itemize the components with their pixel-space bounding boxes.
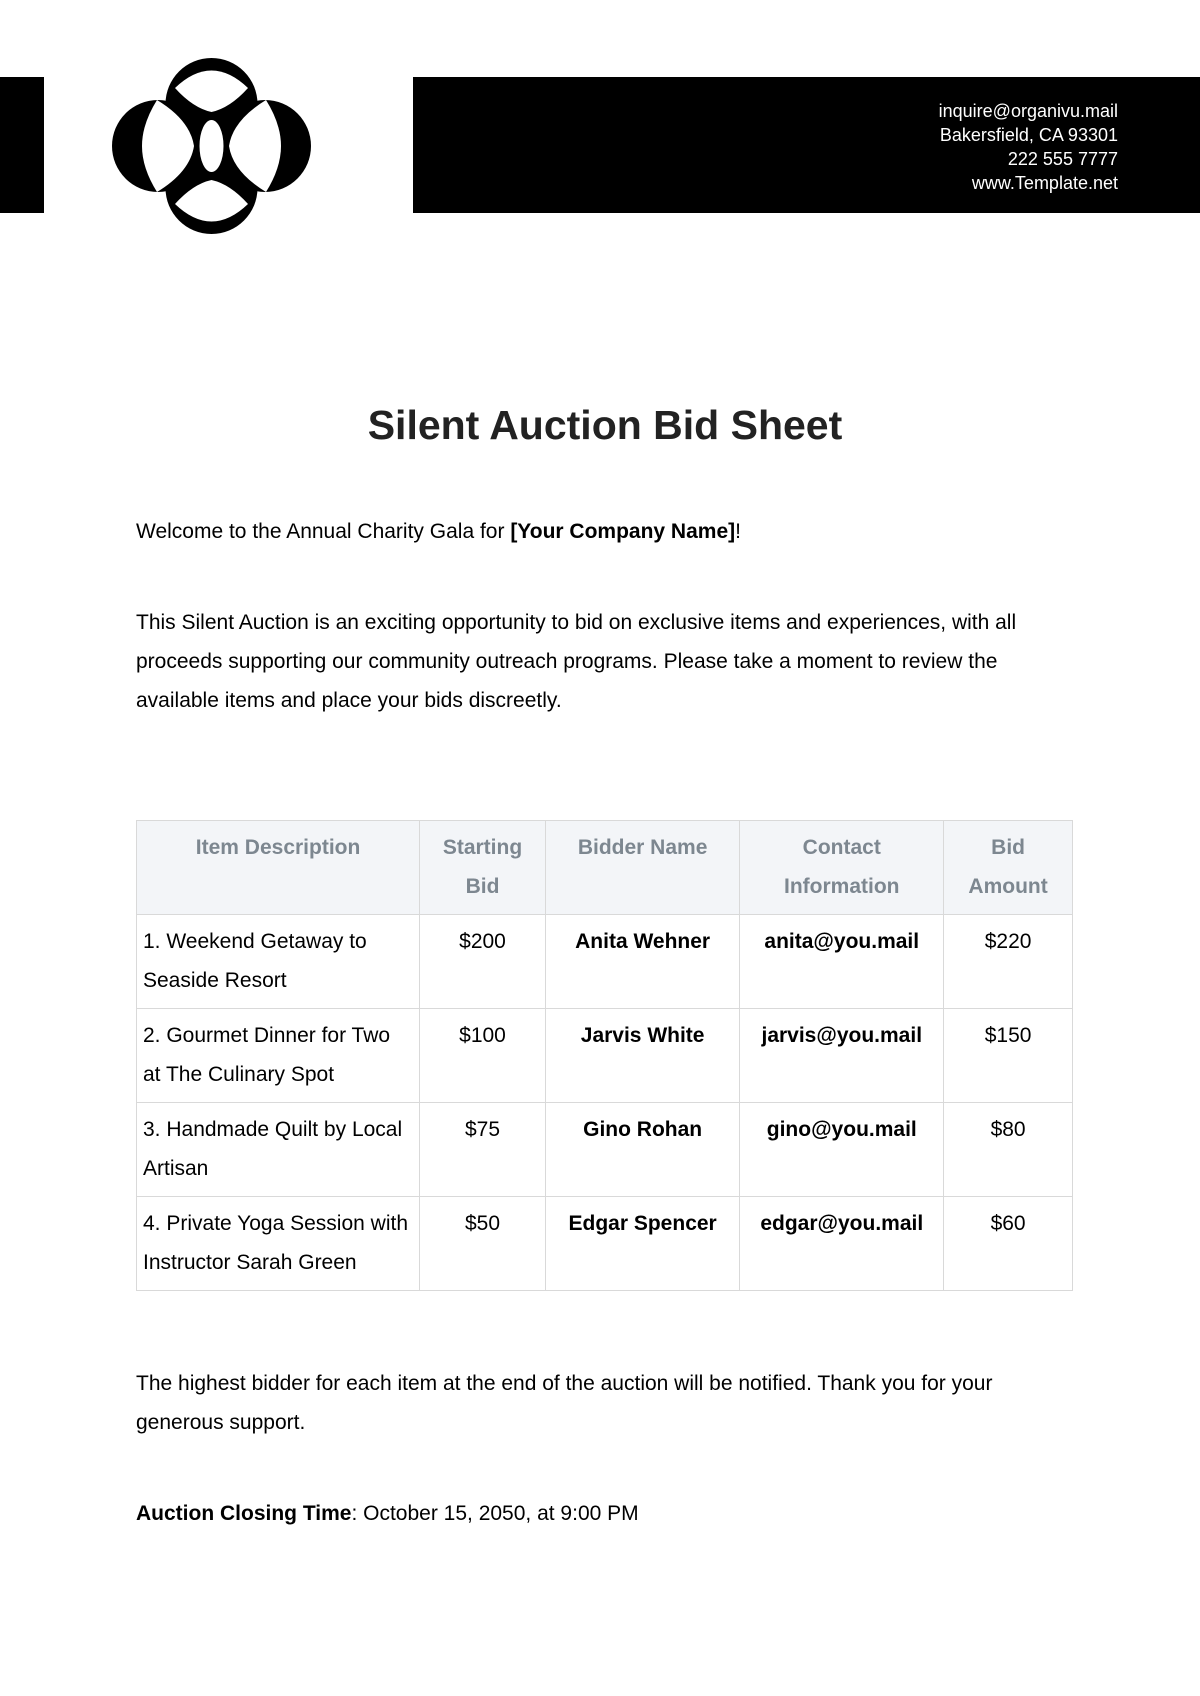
starting-bid-cell: $200 — [420, 915, 546, 1009]
closing-time-paragraph — [136, 1494, 1076, 1533]
company-name-placeholder: [Your Company Name] — [510, 520, 736, 543]
left-accent-bar — [0, 77, 44, 213]
closing-time-value: : October 15, 2050, at 9:00 PM — [351, 1502, 639, 1525]
starting-bid-cell: $75 — [420, 1103, 546, 1197]
header-item-description: Item Description — [137, 821, 420, 915]
welcome-suffix: ! — [735, 520, 741, 543]
intro-paragraph: This Silent Auction is an exciting opportunity to bid on exclusive items and experiences, with all proceeds supporting our community outreach programs. Please take a moment to review the available items and place your bids discreetly. — [136, 611, 1017, 712]
table-row — [137, 1197, 1073, 1291]
bidder-name-cell: Anita Wehner — [545, 915, 739, 1009]
bid-amount-cell: $150 — [944, 1009, 1073, 1103]
starting-bid-cell: $100 — [420, 1009, 546, 1103]
contact-phone: 222 555 7777 — [1007, 149, 1118, 169]
contact-block — [939, 99, 1118, 195]
closing-note-paragraph: The highest bidder for each item at the end of the auction will be notified. Thank you for your generous support. — [136, 1372, 993, 1434]
contact-email: inquire@organivu.mail — [938, 101, 1118, 121]
welcome-prefix: Welcome to the Annual Charity Gala for — [136, 520, 511, 543]
header-bid-amount: Bid Amount — [944, 821, 1073, 915]
bid-table — [136, 820, 1073, 1291]
contact-address: Bakersfield, CA 93301 — [939, 125, 1118, 145]
bidder-name-cell: Jarvis White — [545, 1009, 739, 1103]
header-bidder-name: Bidder Name — [545, 821, 739, 915]
header-starting-bid: Starting Bid — [420, 821, 546, 915]
contact-cell: edgar@you.mail — [740, 1197, 944, 1291]
bidder-name-cell: Edgar Spencer — [545, 1197, 739, 1291]
item-description-cell: 1. Weekend Getaway to Seaside Resort — [137, 915, 420, 1009]
contact-cell: anita@you.mail — [740, 915, 944, 1009]
starting-bid-cell: $50 — [420, 1197, 546, 1291]
item-description-cell: 4. Private Yoga Session with Instructor Sarah Green — [137, 1197, 420, 1291]
closing-time-label: Auction Closing Time — [136, 1502, 352, 1525]
bidder-name-cell: Gino Rohan — [545, 1103, 739, 1197]
table-row — [137, 1009, 1073, 1103]
contact-website: www.Template.net — [971, 173, 1118, 193]
bid-amount-cell: $220 — [944, 915, 1073, 1009]
header-contact-information: Contact Information — [740, 821, 944, 915]
contact-cell: jarvis@you.mail — [740, 1009, 944, 1103]
table-row — [137, 915, 1073, 1009]
welcome-paragraph — [136, 512, 1076, 551]
item-description-cell: 3. Handmade Quilt by Local Artisan — [137, 1103, 420, 1197]
contact-cell: gino@you.mail — [740, 1103, 944, 1197]
company-logo — [112, 58, 311, 234]
item-description-cell: 2. Gourmet Dinner for Two at The Culinary Spot — [137, 1009, 420, 1103]
table-header-row — [137, 821, 1073, 915]
page-title: Silent Auction Bid Sheet — [367, 402, 843, 448]
table-row — [137, 1103, 1073, 1197]
bid-amount-cell: $80 — [944, 1103, 1073, 1197]
bid-amount-cell: $60 — [944, 1197, 1073, 1291]
